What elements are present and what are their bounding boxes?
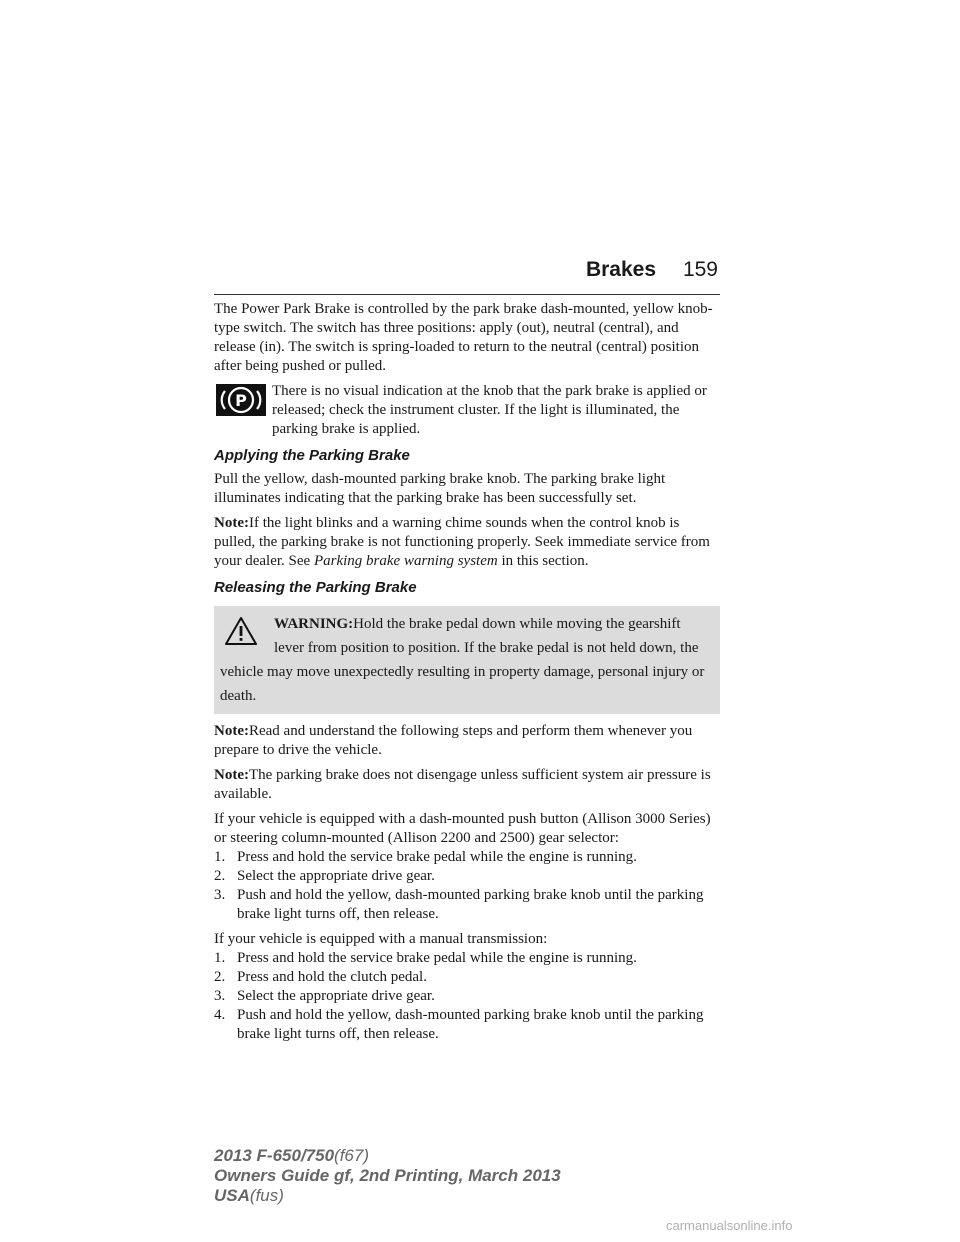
applying-note xyxy=(214,514,720,571)
note-label: Note: xyxy=(214,767,249,783)
auto-steps-list xyxy=(214,848,720,924)
note-label: Note: xyxy=(214,515,249,531)
page-footer xyxy=(214,1146,561,1206)
list-item: 1. Press and hold the service brake pedal while the engine is running. xyxy=(214,849,637,865)
applying-heading: Applying the Parking Brake xyxy=(214,447,410,464)
footer-line-2: Owners Guide gf, 2nd Printing, March 2013 xyxy=(214,1166,561,1185)
footer-line-3: USA(fus) xyxy=(214,1186,284,1205)
warning-box xyxy=(214,606,720,714)
list-item: 1. Press and hold the service brake pedal while the engine is running. xyxy=(214,950,637,966)
note-text: Read and understand the following steps and perform them whenever you prepare to drive the vehicle. xyxy=(214,723,693,758)
svg-text:P: P xyxy=(235,391,247,410)
warning-text: Hold the brake pedal down while moving the gearshift lever from position to position. If the brake pedal is not held down, the vehicle may move unexpectedly resulting in property damage, personal injury or death. xyxy=(220,616,705,704)
list-item: 3. Select the appropriate drive gear. xyxy=(214,988,435,1004)
intro-paragraph: The Power Park Brake is controlled by the park brake dash-mounted, yellow knob-type switch. The switch has three positions: apply (out), neutral (central), and release (in). The switch is spring-loaded to return to the neutral (central) position after being pushed or pulled. xyxy=(214,301,713,374)
release-note-1 xyxy=(214,722,720,760)
page-number: 159 xyxy=(682,258,718,281)
indicator-text: There is no visual indication at the knob that the park brake is applied or released; check the instrument cluster. If the light is illuminated, the parking brake is applied. xyxy=(272,383,707,437)
list-item: 4. Push and hold the yellow, dash-mounted parking brake knob until the parking brake light turns off, then release. xyxy=(214,1007,704,1042)
warning-triangle-icon xyxy=(224,616,258,646)
list-item: 2. Press and hold the clutch pedal. xyxy=(214,969,427,985)
releasing-heading: Releasing the Parking Brake xyxy=(214,579,417,596)
page-header xyxy=(214,258,720,295)
manual-steps-list xyxy=(214,949,720,1044)
parking-brake-p-icon xyxy=(216,384,266,416)
manual-intro: If your vehicle is equipped with a manual transmission: xyxy=(214,931,548,947)
note-after: in this section. xyxy=(497,553,589,569)
note-text: If the light blinks and a warning chime sounds when the control knob is pulled, the parking brake is not functioning properly. Seek immediate service from your dealer. See xyxy=(214,515,710,569)
warning-label: WARNING: xyxy=(274,616,354,632)
list-item: 2. Select the appropriate drive gear. xyxy=(214,868,435,884)
release-note-2 xyxy=(214,766,720,804)
cross-reference-link[interactable]: Parking brake warning system xyxy=(313,553,498,569)
list-item: 3. Push and hold the yellow, dash-mounted parking brake knob until the parking brake light turns off, then release. xyxy=(214,887,704,922)
section-title: Brakes xyxy=(585,258,656,281)
auto-intro: If your vehicle is equipped with a dash-mounted push button (Allison 3000 Series) or steering column-mounted (Allison 2200 and 2500) gear selector: xyxy=(214,811,711,846)
indicator-row xyxy=(214,382,720,439)
applying-text: Pull the yellow, dash-mounted parking brake knob. The parking brake light illuminates indicating that the parking brake has been successfully set. xyxy=(214,471,666,506)
page-body xyxy=(214,300,720,1050)
footer-line-1: 2013 F-650/750(f67) xyxy=(214,1146,370,1165)
note-text: The parking brake does not disengage unless sufficient system air pressure is available. xyxy=(214,767,711,802)
watermark: carmanualsonline.info xyxy=(666,1218,793,1233)
note-label: Note: xyxy=(214,723,249,739)
